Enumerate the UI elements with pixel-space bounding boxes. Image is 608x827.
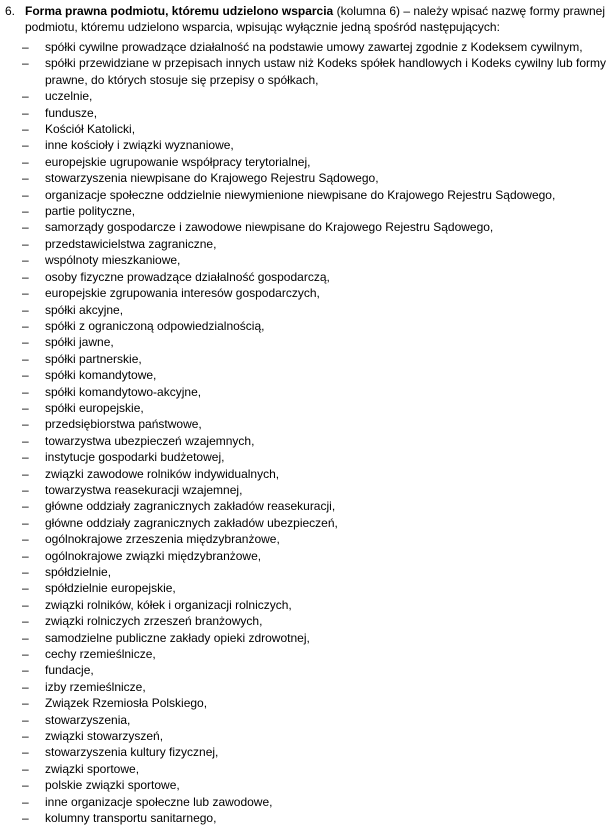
list-item-text: inne organizacje społeczne lub zawodowe,: [45, 794, 273, 809]
list-item-text: główne oddziały zagranicznych zakładów ubezpieczeń,: [45, 515, 338, 530]
list-bullet: –: [22, 532, 29, 547]
list-bullet: –: [22, 335, 29, 350]
list-item: [0, 794, 608, 810]
list-bullet: –: [22, 565, 29, 579]
list-bullet: –: [22, 778, 29, 793]
list-item: [0, 548, 608, 564]
list-item-text: europejskie ugrupowanie współpracy terytorialnej,: [45, 154, 311, 169]
list-item-text: spółki przewidziane w przepisach innych ustaw niż Kodeks spółek handlowych i Kodeks cywilny lub formy prawne, do których stosuje się przepisy o spółkach,: [45, 56, 606, 87]
list-bullet: –: [22, 351, 29, 366]
list-item: [0, 269, 608, 285]
list-item-text: fundacje,: [45, 663, 94, 678]
list-item-text: przedstawicielstwa zagraniczne,: [45, 236, 217, 251]
list-bullet: –: [22, 269, 29, 284]
list-item-text: spółki partnerskie,: [45, 351, 142, 366]
list-item-text: spółki jawne,: [45, 335, 114, 350]
list-item: [0, 400, 608, 416]
list-item: [0, 384, 608, 400]
list-item-text: wspólnoty mieszkaniowe,: [45, 253, 181, 268]
list-item-text: związki stowarzyszeń,: [45, 729, 164, 744]
list-bullet: –: [22, 204, 29, 219]
list-item-text: partie polityczne,: [45, 204, 136, 219]
section-instruction: (kolumna 6) – należy wpisać nazwę formy prawnej podmiotu, któremu udzielono wsparcia, wpisując wyłącznie jedną spośród następujących:: [25, 4, 605, 35]
list-bullet: –: [22, 187, 29, 202]
list-bullet: –: [22, 515, 29, 530]
list-item-text: spółki komandytowe,: [45, 368, 157, 383]
list-bullet: –: [22, 482, 29, 497]
list-item: [0, 236, 608, 252]
list-item-text: spółdzielnie,: [45, 565, 112, 579]
list-item: [0, 482, 608, 498]
list-item: [0, 154, 608, 170]
list-item-text: związki rolniczych zrzeszeń branżowych,: [45, 614, 263, 629]
list-bullet: –: [22, 89, 29, 104]
list-item: [0, 105, 608, 121]
list-bullet: –: [22, 614, 29, 629]
list-item: [0, 334, 608, 350]
list-item: [0, 630, 608, 646]
list-bullet: –: [22, 450, 29, 465]
list-item-text: stowarzyszenia niewpisane do Krajowego Rejestru Sądowego,: [45, 171, 379, 186]
list-item-text: europejskie zgrupowania interesów gospodarczych,: [45, 286, 320, 301]
list-bullet: –: [22, 499, 29, 514]
list-item: [0, 252, 608, 268]
list-bullet: –: [22, 794, 29, 809]
list-item: [0, 466, 608, 482]
list-item: [0, 137, 608, 153]
list-item-text: spółki z ograniczoną odpowiedzialnością,: [45, 318, 265, 333]
list-item: [0, 367, 608, 383]
list-bullet: –: [22, 105, 29, 120]
list-item: [0, 203, 608, 219]
list-item: [0, 777, 608, 793]
list-item: [0, 515, 608, 531]
list-item: [0, 712, 608, 728]
list-bullet: –: [22, 302, 29, 317]
legal-forms-list: [0, 39, 608, 827]
list-item: [0, 580, 608, 596]
list-bullet: –: [22, 548, 29, 563]
list-item-text: fundusze,: [45, 105, 98, 120]
list-item-text: Związek Rzemiosła Polskiego,: [45, 696, 208, 711]
list-item: [0, 597, 608, 613]
list-item: [0, 187, 608, 203]
list-item-text: główne oddziały zagranicznych zakładów reasekuracji,: [45, 499, 336, 514]
list-item: [0, 564, 608, 580]
list-bullet: –: [22, 40, 29, 54]
list-item-text: przedsiębiorstwa państwowe,: [45, 417, 202, 432]
list-item: [0, 646, 608, 662]
list-item-text: ogólnokrajowe zrzeszenia międzybranżowe,: [45, 532, 280, 547]
list-item: [0, 498, 608, 514]
list-bullet: –: [22, 696, 29, 711]
list-bullet: –: [22, 56, 29, 71]
list-item: [0, 416, 608, 432]
list-bullet: –: [22, 220, 29, 235]
list-item-text: stowarzyszenia kultury fizycznej,: [45, 745, 219, 760]
list-item-text: spółki europejskie,: [45, 400, 144, 415]
list-bullet: –: [22, 630, 29, 645]
list-bullet: –: [22, 729, 29, 744]
list-bullet: –: [22, 286, 29, 301]
list-item: [0, 88, 608, 104]
list-item-text: osoby fizyczne prowadzące działalność gospodarczą,: [45, 269, 330, 284]
list-bullet: –: [22, 368, 29, 383]
list-item: [0, 351, 608, 367]
list-item: [0, 695, 608, 711]
list-item: [0, 744, 608, 760]
list-item: [0, 531, 608, 547]
list-item-text: samodzielne publiczne zakłady opieki zdrowotnej,: [45, 630, 310, 645]
list-item: [0, 55, 608, 88]
list-item: [0, 662, 608, 678]
list-bullet: –: [22, 679, 29, 694]
list-item-text: instytucje gospodarki budżetowej,: [45, 450, 225, 465]
list-item-text: kolumny transportu sanitarnego,: [45, 811, 217, 826]
list-item-text: spółki cywilne prowadzące działalność na podstawie umowy zawartej zgodnie z Kodeksem cywilnym,: [45, 40, 583, 54]
list-item: [0, 39, 608, 55]
list-item-text: spółki akcyjne,: [45, 302, 124, 317]
list-bullet: –: [22, 663, 29, 678]
list-item-text: związki sportowe,: [45, 761, 140, 776]
list-bullet: –: [22, 433, 29, 448]
list-item-text: spółdzielnie europejskie,: [45, 581, 176, 596]
list-item: [0, 285, 608, 301]
list-item-text: towarzystwa ubezpieczeń wzajemnych,: [45, 433, 255, 448]
list-bullet: –: [22, 171, 29, 186]
list-item: [0, 219, 608, 235]
list-item: [0, 761, 608, 777]
list-item-text: organizacje społeczne oddzielnie niewymienione niewpisane do Krajowego Rejestru Sądowego,: [45, 187, 556, 202]
list-item: [0, 121, 608, 137]
section-description: [25, 3, 605, 36]
list-item: [0, 302, 608, 318]
list-bullet: –: [22, 253, 29, 268]
list-item-text: cechy rzemieślnicze,: [45, 647, 156, 662]
list-item: [0, 728, 608, 744]
list-item-text: stowarzyszenia,: [45, 712, 131, 727]
list-item-text: samorządy gospodarcze i zawodowe niewpisane do Krajowego Rejestru Sądowego,: [45, 220, 494, 235]
list-item-text: izby rzemieślnicze,: [45, 679, 146, 694]
section-title: Forma prawna podmiotu, któremu udzielono wsparcia: [25, 4, 334, 18]
list-bullet: –: [22, 138, 29, 153]
list-item-text: ogólnokrajowe związki międzybranżowe,: [45, 548, 262, 563]
list-item: [0, 613, 608, 629]
list-item-text: Kościół Katolicki,: [45, 122, 136, 137]
list-bullet: –: [22, 318, 29, 333]
list-bullet: –: [22, 597, 29, 612]
list-bullet: –: [22, 122, 29, 137]
list-bullet: –: [22, 417, 29, 432]
list-item-text: inne kościoły i związki wyznaniowe,: [45, 138, 234, 153]
list-item: [0, 318, 608, 334]
list-bullet: –: [22, 154, 29, 169]
list-item: [0, 679, 608, 695]
list-bullet: –: [22, 400, 29, 415]
list-bullet: –: [22, 236, 29, 251]
list-item: [0, 170, 608, 186]
list-bullet: –: [22, 712, 29, 727]
list-bullet: –: [22, 745, 29, 760]
list-bullet: –: [22, 581, 29, 596]
list-item-text: związki zawodowe rolników indywidualnych,: [45, 466, 280, 481]
list-bullet: –: [22, 811, 29, 826]
list-bullet: –: [22, 647, 29, 662]
list-item-text: związki rolników, kółek i organizacji rolniczych,: [45, 597, 292, 612]
list-bullet: –: [22, 384, 29, 399]
list-item-text: spółki komandytowo-akcyjne,: [45, 384, 202, 399]
list-bullet: –: [22, 466, 29, 481]
list-item-text: uczelnie,: [45, 89, 93, 104]
section-number: 6.: [5, 4, 16, 18]
list-item: [0, 433, 608, 449]
list-item-text: polskie związki sportowe,: [45, 778, 180, 793]
list-item: [0, 810, 608, 826]
list-item: [0, 449, 608, 465]
list-item-text: towarzystwa reasekuracji wzajemnej,: [45, 482, 243, 497]
list-bullet: –: [22, 761, 29, 776]
